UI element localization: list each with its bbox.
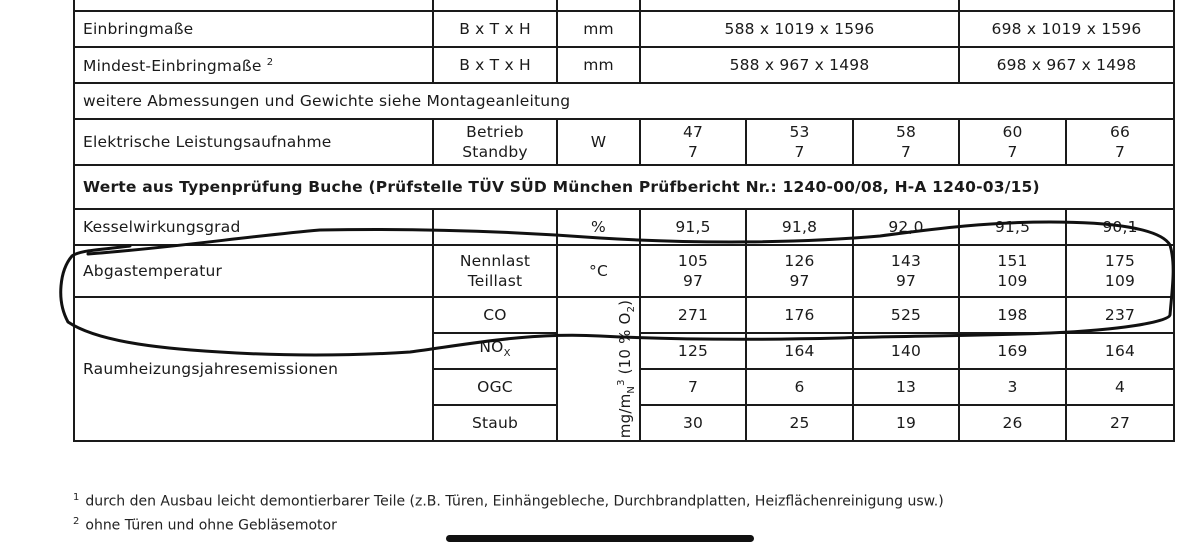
- value-cell: 60 7: [959, 119, 1066, 165]
- value-cell: 27: [1066, 405, 1174, 441]
- unit-cell: [557, 0, 640, 11]
- mode-cell: Betrieb Standby: [433, 119, 557, 165]
- row-label: [74, 0, 433, 11]
- unit-cell: mm: [557, 11, 640, 47]
- value-cell: 271: [640, 297, 746, 333]
- value-cell: 237: [1066, 297, 1174, 333]
- table-row-einbringmasse: [74, 11, 1174, 47]
- value-cell: 91,5: [640, 209, 746, 245]
- value-cell: 164: [1066, 333, 1174, 369]
- unit-cell: %: [557, 209, 640, 245]
- unit-cell: °C: [557, 245, 640, 297]
- pollutant-cell: $NO_X$: [433, 333, 557, 369]
- dims-cell: B x T x H: [433, 11, 557, 47]
- value-cell: 169: [959, 333, 1066, 369]
- value-cell: 30: [640, 405, 746, 441]
- row-label-emissions: Raumheizungsjahresemissionen: [74, 297, 433, 441]
- value-cell: 588 x 967 x 1498: [640, 47, 959, 83]
- emission-unit-cell: [557, 297, 640, 441]
- unit-cell: W: [557, 119, 640, 165]
- value-cell: 3: [959, 369, 1066, 405]
- section-heading: Werte aus Typenprüfung Buche (Prüfstelle TÜV SÜD München Prüfbericht Nr.: 1240-00/08, H-A 1240-03/15): [74, 165, 1174, 209]
- row-label: Mindest-Einbringmaße $^2$: [74, 47, 433, 83]
- value-cell: 175 109: [1066, 245, 1174, 297]
- value-cell: 7: [640, 369, 746, 405]
- value-cell: 176: [746, 297, 853, 333]
- mode-cell: Nennlast Teillast: [433, 245, 557, 297]
- value-cell: 698 x 967 x 1498: [959, 47, 1174, 83]
- value-cell: 90,1: [1066, 209, 1174, 245]
- row-label: Kesselwirkungsgrad: [74, 209, 433, 245]
- value-cell: 4: [1066, 369, 1174, 405]
- value-cell: 698 x 1019 x 1596: [959, 11, 1174, 47]
- table-row-heading: [74, 165, 1174, 209]
- spec-table: [73, 0, 1175, 442]
- value-cell: 525: [853, 297, 959, 333]
- table-row-elektrisch: [74, 119, 1174, 165]
- value-cell: 13: [853, 369, 959, 405]
- value-cell: 126 97: [746, 245, 853, 297]
- value-cell: 47 7: [640, 119, 746, 165]
- emission-unit: $mg/m_N^3$ (10 % $O_2$): [616, 299, 638, 439]
- value-cell: 25: [746, 405, 853, 441]
- table-row-cut: [74, 0, 1174, 11]
- value-cell: 588 x 1019 x 1596: [640, 11, 959, 47]
- row-label: Abgastemperatur: [74, 245, 433, 297]
- value-cell: 58 7: [853, 119, 959, 165]
- value-cell: 164: [746, 333, 853, 369]
- table-row-abgastemperatur: [74, 245, 1174, 297]
- footnote-1: $^1$ durch den Ausbau leicht demontierbarer Teile (z.B. Türen, Einhängebleche, Durchbrandplatten, Heizflächenreinigung usw.): [73, 492, 944, 510]
- value-cell: 105 97: [640, 245, 746, 297]
- table-row-weitere: [74, 83, 1174, 119]
- footnotes: [73, 488, 944, 535]
- value-cell: 91,8: [746, 209, 853, 245]
- table-row-kesselwirkungsgrad: [74, 209, 1174, 245]
- pollutant-cell: Staub: [433, 405, 557, 441]
- value-cell: 151 109: [959, 245, 1066, 297]
- footnote-2: $^2$ ohne Türen und ohne Gebläsemotor: [73, 515, 337, 534]
- value-cell: 92,0: [853, 209, 959, 245]
- value-cell: 198: [959, 297, 1066, 333]
- value-cell: 53 7: [746, 119, 853, 165]
- unit-cell: mm: [557, 47, 640, 83]
- value-cell: 66 7: [1066, 119, 1174, 165]
- home-indicator-bar[interactable]: [446, 535, 754, 542]
- value-cell: 140: [853, 333, 959, 369]
- value-cell: 26: [959, 405, 1066, 441]
- pollutant-cell: OGC: [433, 369, 557, 405]
- row-label: Einbringmaße: [74, 11, 433, 47]
- table-row-mindest: [74, 47, 1174, 83]
- row-label: Elektrische Leistungsaufnahme: [74, 119, 433, 165]
- value-cell: 125: [640, 333, 746, 369]
- value-cell: 6: [746, 369, 853, 405]
- table-row-co: [74, 297, 1174, 333]
- value-cell: 19: [853, 405, 959, 441]
- value-cell: 143 97: [853, 245, 959, 297]
- pollutant-cell: CO: [433, 297, 557, 333]
- note-cell: weitere Abmessungen und Gewichte siehe Montageanleitung: [74, 83, 1174, 119]
- dims-cell: B x T x H: [433, 47, 557, 83]
- value-cell: 91,5: [959, 209, 1066, 245]
